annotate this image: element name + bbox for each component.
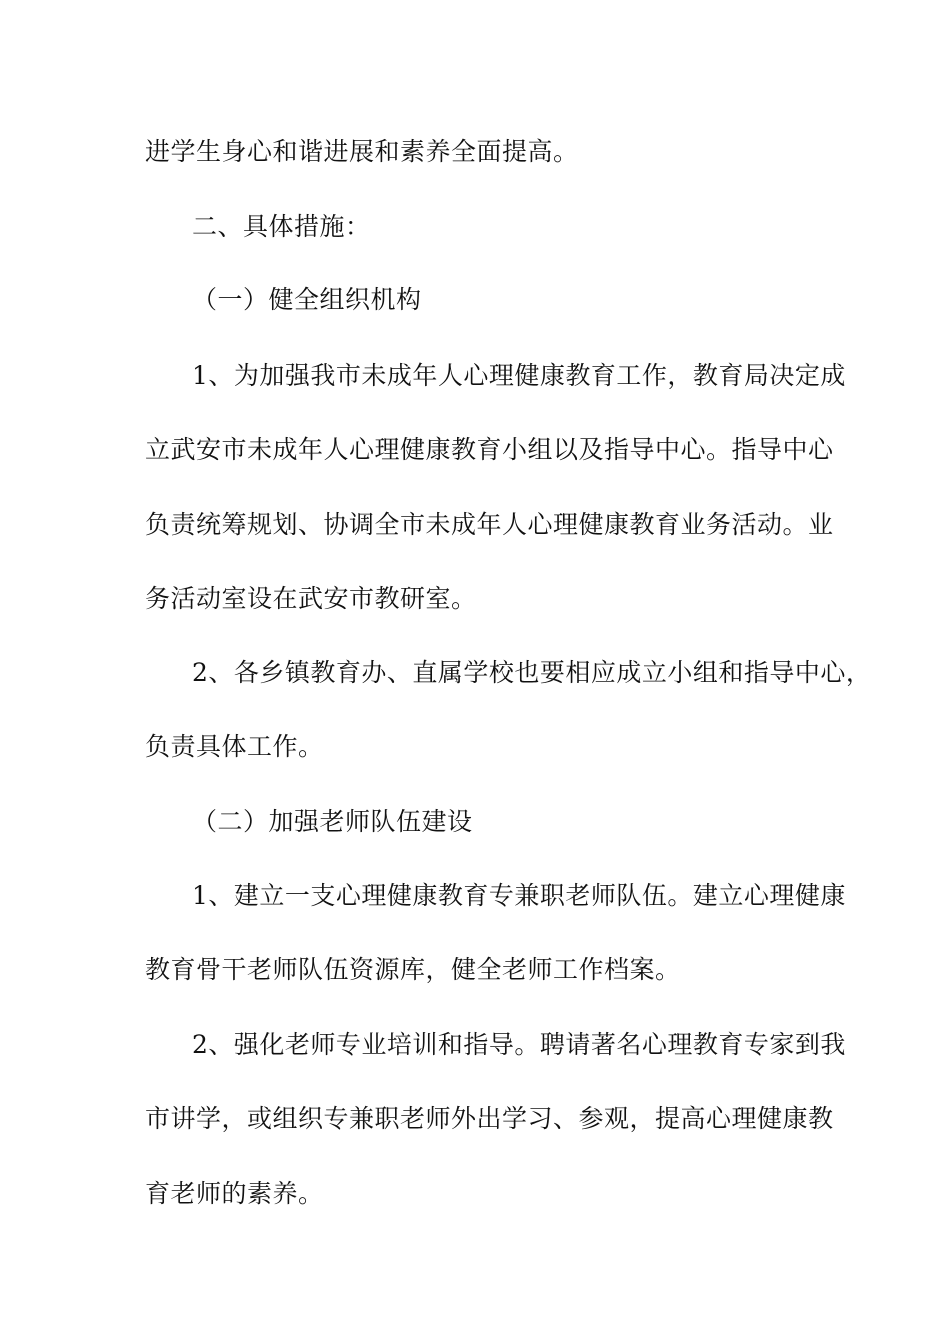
paragraph-line: 务活动室设在武安市教研室。 [145, 584, 477, 613]
paragraph-line: 2、各乡镇教育办、直属学校也要相应成立小组和指导中心， [192, 658, 872, 687]
paragraph-line-continuation: 进学生身心和谐进展和素养全面提高。 [145, 137, 579, 166]
paragraph-line: 立武安市未成年人心理健康教育小组以及指导中心。指导中心 [145, 435, 834, 464]
paragraph-line: 1、为加强我市未成年人心理健康教育工作，教育局决定成 [192, 361, 846, 390]
paragraph-line: 负责具体工作。 [145, 732, 324, 761]
subsection-heading: （一）健全组织机构 [192, 285, 422, 314]
section-heading: 二、具体措施： [192, 212, 371, 241]
paragraph-line: 负责统筹规划、协调全市未成年人心理健康教育业务活动。业 [145, 510, 834, 539]
paragraph-line: 市讲学，或组织专兼职老师外出学习、参观，提高心理健康教 [145, 1104, 834, 1133]
subsection-heading: （二）加强老师队伍建设 [192, 807, 473, 836]
paragraph-line: 2、强化老师专业培训和指导。聘请著名心理教育专家到我 [192, 1030, 846, 1059]
paragraph-line: 育老师的素养。 [145, 1179, 324, 1208]
paragraph-line: 教育骨干老师队伍资源库，健全老师工作档案。 [145, 955, 681, 984]
paragraph-line: 1、建立一支心理健康教育专兼职老师队伍。建立心理健康 [192, 881, 846, 910]
